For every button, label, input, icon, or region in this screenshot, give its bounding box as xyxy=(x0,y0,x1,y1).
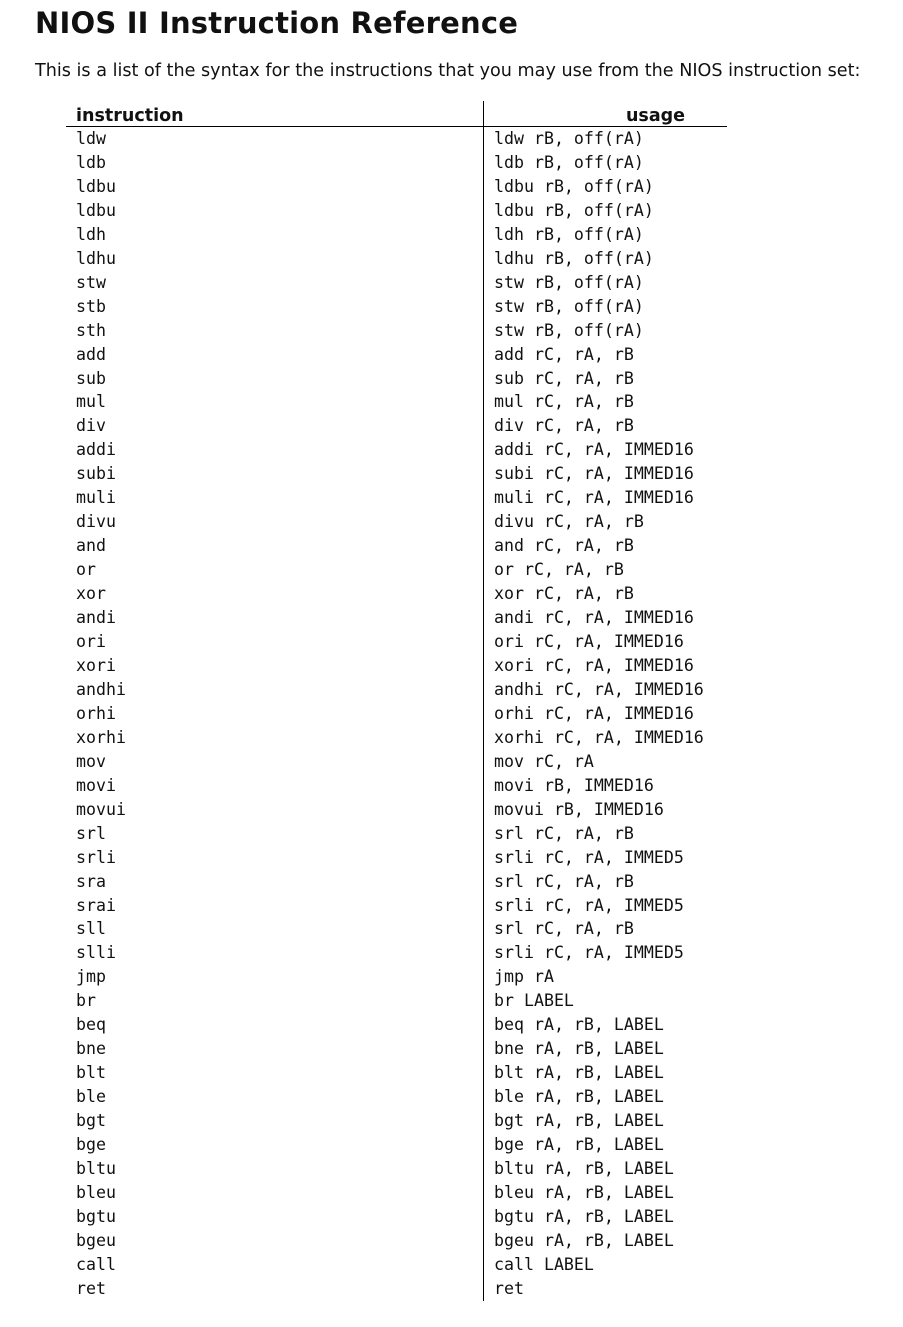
table-row xyxy=(66,558,727,582)
instruction-cell: stw xyxy=(66,271,484,295)
usage-cell: jmp rA xyxy=(494,967,554,987)
instruction-cell: movi xyxy=(66,774,484,798)
table-row xyxy=(66,774,727,798)
instruction-cell: xor xyxy=(66,582,484,606)
table-row xyxy=(66,199,727,223)
instruction-cell: jmp xyxy=(66,965,484,989)
table-row xyxy=(66,941,727,965)
table-row xyxy=(66,1085,727,1109)
instruction-cell: br xyxy=(66,989,484,1013)
table-header xyxy=(66,101,727,127)
instruction-cell: ldb xyxy=(66,151,484,175)
table-row xyxy=(66,917,727,941)
usage-cell: mul rC, rA, rB xyxy=(494,392,634,412)
instruction-cell: ldhu xyxy=(66,247,484,271)
usage-cell: movi rB, IMMED16 xyxy=(494,775,654,795)
table-row xyxy=(66,486,727,510)
table-row xyxy=(66,414,727,438)
table-row xyxy=(66,582,727,606)
instruction-cell: bge xyxy=(66,1133,484,1157)
usage-cell: stw rB, off(rA) xyxy=(494,320,644,340)
usage-cell: xori rC, rA, IMMED16 xyxy=(494,655,694,675)
instruction-cell: ret xyxy=(66,1277,484,1301)
instruction-cell: mul xyxy=(66,390,484,414)
usage-cell: subi rC, rA, IMMED16 xyxy=(494,464,694,484)
usage-cell: stw rB, off(rA) xyxy=(494,272,644,292)
table-row xyxy=(66,798,727,822)
usage-cell: call LABEL xyxy=(494,1254,594,1274)
instruction-cell: andi xyxy=(66,606,484,630)
usage-cell: xor rC, rA, rB xyxy=(494,584,634,604)
usage-cell: ldbu rB, off(rA) xyxy=(494,176,654,196)
instruction-cell: sll xyxy=(66,917,484,941)
instruction-cell: divu xyxy=(66,510,484,534)
usage-cell: ldhu rB, off(rA) xyxy=(494,248,654,268)
table-row xyxy=(66,438,727,462)
instruction-cell: sub xyxy=(66,367,484,391)
table-row xyxy=(66,367,727,391)
table-row xyxy=(66,343,727,367)
instruction-cell: sra xyxy=(66,870,484,894)
instruction-cell: andhi xyxy=(66,678,484,702)
table-row xyxy=(66,894,727,918)
table-row xyxy=(66,1205,727,1229)
usage-cell: bgtu rA, rB, LABEL xyxy=(494,1206,674,1226)
usage-cell: add rC, rA, rB xyxy=(494,344,634,364)
usage-cell: muli rC, rA, IMMED16 xyxy=(494,488,694,508)
usage-cell: srli rC, rA, IMMED5 xyxy=(494,943,684,963)
table-row xyxy=(66,1253,727,1277)
usage-cell: movui rB, IMMED16 xyxy=(494,799,664,819)
usage-cell: srli rC, rA, IMMED5 xyxy=(494,895,684,915)
intro-paragraph: This is a list of the syntax for the instructions that you may use from the NIOS instruction set: xyxy=(35,61,861,81)
usage-cell: ldbu rB, off(rA) xyxy=(494,200,654,220)
instruction-cell: bltu xyxy=(66,1157,484,1181)
table-row xyxy=(66,295,727,319)
usage-cell: xorhi rC, rA, IMMED16 xyxy=(494,727,704,747)
table-row xyxy=(66,175,727,199)
usage-cell: ldh rB, off(rA) xyxy=(494,224,644,244)
table-row xyxy=(66,822,727,846)
table-row xyxy=(66,678,727,702)
usage-cell: sub rC, rA, rB xyxy=(494,368,634,388)
usage-cell: beq rA, rB, LABEL xyxy=(494,1015,664,1035)
instruction-cell: subi xyxy=(66,462,484,486)
table-row xyxy=(66,510,727,534)
instruction-cell: bleu xyxy=(66,1181,484,1205)
usage-cell: srli rC, rA, IMMED5 xyxy=(494,847,684,867)
instruction-cell: xorhi xyxy=(66,726,484,750)
instruction-cell: ldbu xyxy=(66,199,484,223)
table-row xyxy=(66,1061,727,1085)
table-row xyxy=(66,630,727,654)
instruction-cell: ldbu xyxy=(66,175,484,199)
instruction-cell: xori xyxy=(66,654,484,678)
table-row xyxy=(66,223,727,247)
instruction-cell: sth xyxy=(66,319,484,343)
usage-cell: mov rC, rA xyxy=(494,751,594,771)
instruction-cell: ori xyxy=(66,630,484,654)
usage-cell: stw rB, off(rA) xyxy=(494,296,644,316)
usage-cell: br LABEL xyxy=(494,991,574,1011)
usage-cell: ret xyxy=(494,1278,524,1298)
instruction-cell: srl xyxy=(66,822,484,846)
table-row xyxy=(66,390,727,414)
table-row xyxy=(66,702,727,726)
table-row xyxy=(66,1109,727,1133)
table-row xyxy=(66,151,727,175)
usage-cell: srl rC, rA, rB xyxy=(494,919,634,939)
table-row xyxy=(66,127,727,151)
instruction-cell: movui xyxy=(66,798,484,822)
instruction-cell: ldw xyxy=(66,127,484,151)
usage-cell: div rC, rA, rB xyxy=(494,416,634,436)
instruction-cell: ldh xyxy=(66,223,484,247)
table-row xyxy=(66,1229,727,1253)
usage-cell: ble rA, rB, LABEL xyxy=(494,1087,664,1107)
table-row xyxy=(66,750,727,774)
usage-cell: bne rA, rB, LABEL xyxy=(494,1039,664,1059)
usage-cell: bleu rA, rB, LABEL xyxy=(494,1182,674,1202)
usage-cell: orhi rC, rA, IMMED16 xyxy=(494,703,694,723)
table-row xyxy=(66,846,727,870)
table-row xyxy=(66,271,727,295)
table-row xyxy=(66,1277,727,1301)
header-usage: usage xyxy=(484,101,728,127)
instruction-cell: bgtu xyxy=(66,1205,484,1229)
instruction-cell: srli xyxy=(66,846,484,870)
usage-cell: bgt rA, rB, LABEL xyxy=(494,1111,664,1131)
instruction-cell: srai xyxy=(66,894,484,918)
instruction-cell: mov xyxy=(66,750,484,774)
table-row xyxy=(66,319,727,343)
table-row xyxy=(66,870,727,894)
table-body xyxy=(66,127,727,1301)
usage-cell: ldw rB, off(rA) xyxy=(494,129,644,148)
usage-cell: andhi rC, rA, IMMED16 xyxy=(494,679,704,699)
instruction-cell: ble xyxy=(66,1085,484,1109)
page-title: NIOS II Instruction Reference xyxy=(35,6,519,40)
table-row xyxy=(66,1133,727,1157)
table-row xyxy=(66,1157,727,1181)
usage-cell: ori rC, rA, IMMED16 xyxy=(494,632,684,652)
instruction-cell: and xyxy=(66,534,484,558)
table-row xyxy=(66,726,727,750)
usage-cell: bge rA, rB, LABEL xyxy=(494,1135,664,1155)
usage-cell: bltu rA, rB, LABEL xyxy=(494,1158,674,1178)
instruction-cell: div xyxy=(66,414,484,438)
header-row xyxy=(66,101,727,127)
usage-cell: srl rC, rA, rB xyxy=(494,871,634,891)
table-row xyxy=(66,1181,727,1205)
instruction-cell: muli xyxy=(66,486,484,510)
instruction-cell: bne xyxy=(66,1037,484,1061)
table-row xyxy=(66,965,727,989)
usage-cell: divu rC, rA, rB xyxy=(494,512,644,532)
instruction-cell: add xyxy=(66,343,484,367)
usage-cell: bgeu rA, rB, LABEL xyxy=(494,1230,674,1250)
instruction-cell: call xyxy=(66,1253,484,1277)
instruction-cell: stb xyxy=(66,295,484,319)
usage-cell: andi rC, rA, IMMED16 xyxy=(494,608,694,628)
instruction-cell: or xyxy=(66,558,484,582)
instruction-table xyxy=(66,101,727,1301)
table-row xyxy=(66,654,727,678)
table-row xyxy=(66,1037,727,1061)
usage-cell: addi rC, rA, IMMED16 xyxy=(494,440,694,460)
instruction-cell: beq xyxy=(66,1013,484,1037)
usage-cell: srl rC, rA, rB xyxy=(494,823,634,843)
instruction-cell: bgt xyxy=(66,1109,484,1133)
instruction-cell: orhi xyxy=(66,702,484,726)
instruction-cell: addi xyxy=(66,438,484,462)
table-row xyxy=(66,606,727,630)
instruction-cell: bgeu xyxy=(66,1229,484,1253)
instruction-cell: slli xyxy=(66,941,484,965)
table-row xyxy=(66,534,727,558)
usage-cell: blt rA, rB, LABEL xyxy=(494,1063,664,1083)
header-instruction: instruction xyxy=(66,101,484,127)
usage-cell: ldb rB, off(rA) xyxy=(494,152,644,172)
table-row xyxy=(66,1013,727,1037)
usage-cell: and rC, rA, rB xyxy=(494,536,634,556)
table-row xyxy=(66,247,727,271)
table-row xyxy=(66,989,727,1013)
usage-cell: or rC, rA, rB xyxy=(494,560,624,580)
instruction-cell: blt xyxy=(66,1061,484,1085)
table-row xyxy=(66,462,727,486)
